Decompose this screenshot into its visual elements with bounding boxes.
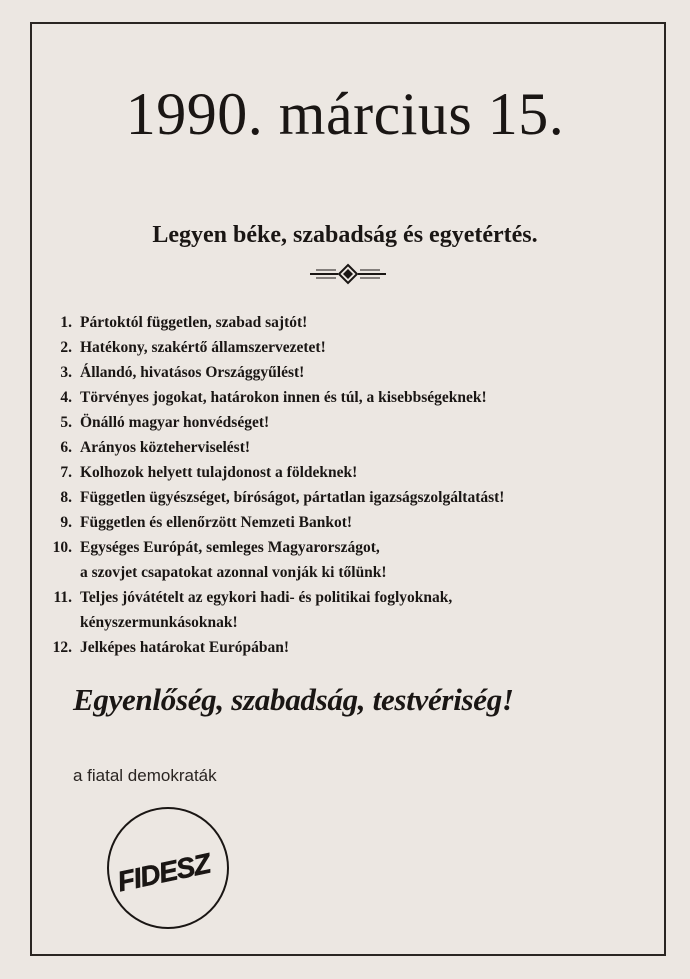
demands-list bbox=[40, 310, 660, 660]
list-item: 10. Egységes Európát, semleges Magyarországot, a szovjet csapatokat azonnal vonják ki tőlünk! bbox=[52, 539, 387, 581]
list-item: 5. Önálló magyar honvédséget! bbox=[60, 414, 270, 431]
list-item: 1. Pártoktól független, szabad sajtót! bbox=[60, 314, 308, 331]
list-item: 9. Független és ellenőrzött Nemzeti Bankot! bbox=[60, 514, 353, 531]
list-item: 3. Állandó, hivatásos Országgyűlést! bbox=[60, 364, 305, 381]
poster-motto: Legyen béke, szabadság és egyetértés. bbox=[152, 222, 538, 248]
list-item: 2. Hatékony, szakértő államszervezetet! bbox=[60, 339, 326, 356]
list-item: 8. Független ügyészséget, bíróságot, pártatlan igazságszolgáltatást! bbox=[60, 489, 505, 506]
list-item: 11. Teljes jóvátételt az egykori hadi- és politikai foglyoknak, kényszermunkásoknak! bbox=[53, 589, 453, 631]
fidesz-logo-icon bbox=[102, 802, 232, 934]
svg-text:FIDESZ: FIDESZ bbox=[114, 847, 213, 898]
closing-slogan: Egyenlőség, szabadság, testvériség! bbox=[73, 682, 514, 717]
list-item: 7. Kolhozok helyett tulajdonost a földeknek! bbox=[60, 464, 358, 481]
signature-text: a fiatal demokraták bbox=[73, 766, 217, 785]
list-item: 4. Törvényes jogokat, határokon innen és túl, a kisebbségeknek! bbox=[60, 389, 487, 406]
poster-date-title: 1990. március 15. bbox=[125, 81, 565, 147]
list-item: 6. Arányos közteherviselést! bbox=[60, 439, 251, 456]
ornament-divider-icon bbox=[308, 263, 388, 285]
list-item: 12. Jelképes határokat Európában! bbox=[52, 639, 289, 656]
